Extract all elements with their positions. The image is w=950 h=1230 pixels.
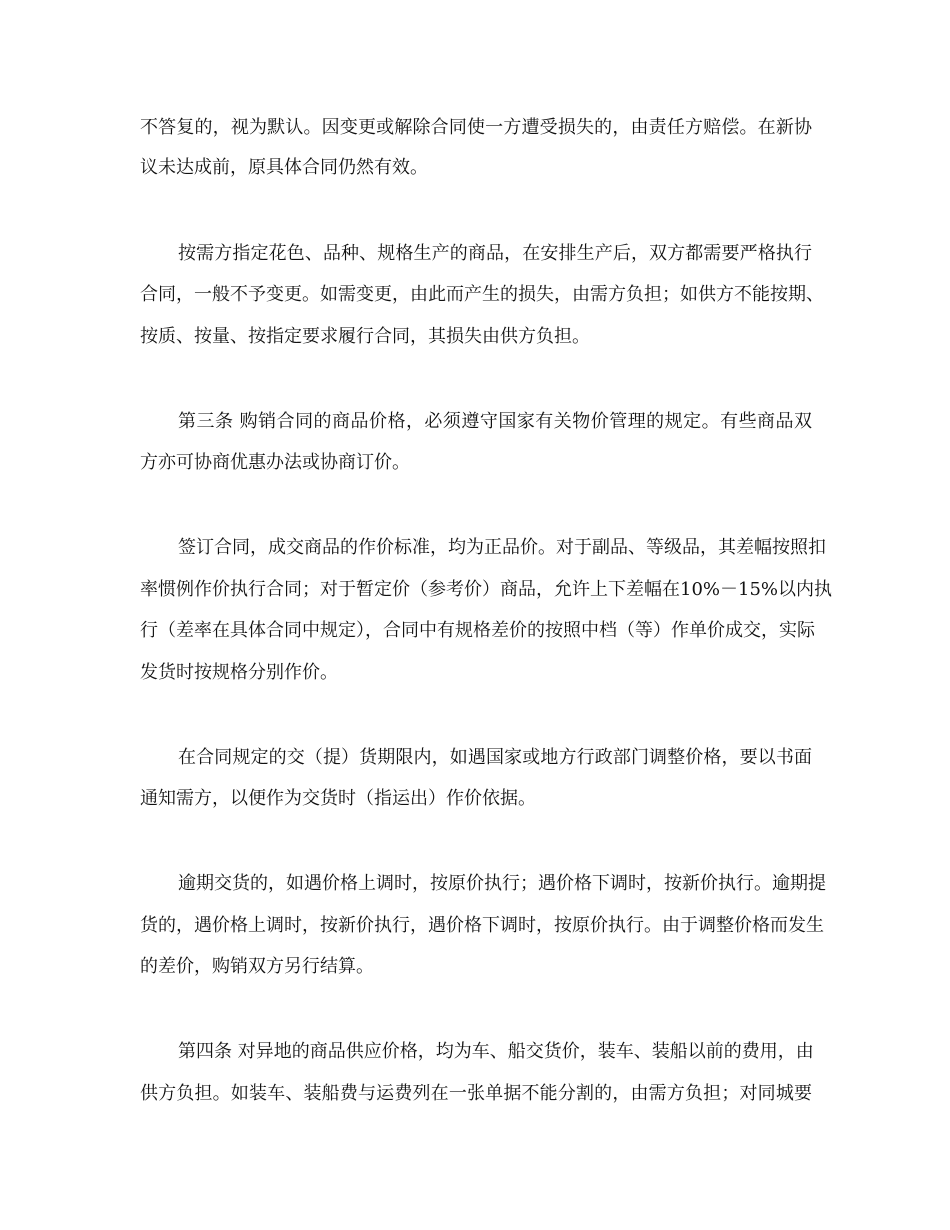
paragraph-line: 按质、按量、按指定要求履行合同，其损失由供方负担。: [140, 326, 590, 347]
paragraph-line: 逾期交货的，如遇价格上调时，按原价执行；遇价格下调时，按新价执行。逾期提: [178, 873, 826, 894]
paragraph-line: 第四条 对异地的商品供应价格，均为车、船交货价，装车、装船以前的费用，由: [178, 1041, 814, 1062]
paragraph-line: 议未达成前，原具体合同仍然有效。: [140, 157, 428, 178]
paragraph-line: 供方负担。如装车、装船费与运费列在一张单据不能分割的，由需方负担；对同城要: [140, 1083, 812, 1104]
paragraph-line: 通知需方，以便作为交货时（指运出）作价依据。: [140, 788, 536, 809]
paragraph-line: 签订合同，成交商品的作价标准，均为正品价。对于副品、等级品，其差幅按照扣: [178, 537, 826, 558]
paragraph-line: 的差价，购销双方另行结算。: [140, 956, 374, 977]
paragraph-line: 率惯例作价执行合同；对于暂定价（参考价）商品，允许上下差幅在10%－15%以内执: [140, 579, 833, 600]
paragraph-line: 不答复的，视为默认。因变更或解除合同使一方遭受损失的，由责任方赔偿。在新协: [140, 117, 812, 138]
paragraph-line: 行（差率在具体合同中规定），合同中有规格差价的按照中档（等）作单价成交，实际: [140, 620, 815, 641]
paragraph-line: 按需方指定花色、品种、规格生产的商品，在安排生产后，双方都需要严格执行: [178, 243, 812, 264]
paragraph-line: 发货时按规格分别作价。: [140, 662, 338, 683]
paragraph-line: 在合同规定的交（提）货期限内，如遇国家或地方行政部门调整价格，要以书面: [178, 747, 812, 768]
paragraph-line: 方亦可协商优惠办法或协商订价。: [140, 452, 410, 473]
paragraph-line: 货的，遇价格上调时，按新价执行，遇价格下调时，按原价执行。由于调整价格而发生: [140, 915, 824, 936]
paragraph-line: 合同，一般不予变更。如需变更，由此而产生的损失，由需方负担；如供方不能按期、: [140, 284, 824, 305]
paragraph-line: 第三条 购销合同的商品价格，必须遵守国家有关物价管理的规定。有些商品双: [178, 411, 812, 432]
